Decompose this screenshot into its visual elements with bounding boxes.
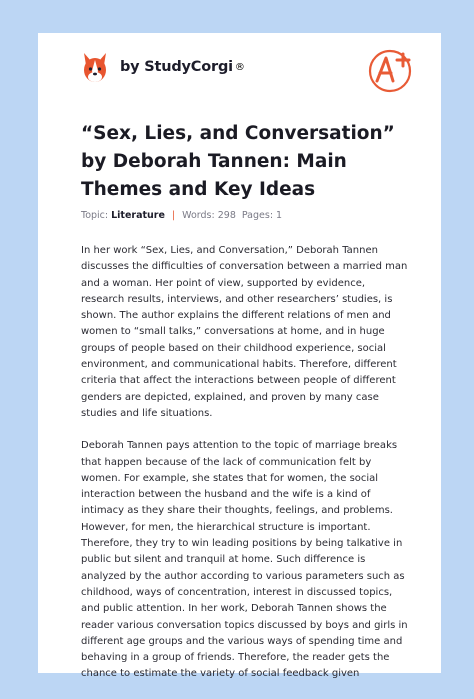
topic-link[interactable]: Literature (111, 210, 165, 221)
document-title: “Sex, Lies, and Conversation” by Deborah Tannen: Main Themes and Key Ideas (81, 123, 395, 200)
brand-name: by StudyCorgi (120, 59, 233, 75)
brand-logo[interactable] (82, 51, 245, 83)
paragraph: In her work “Sex, Lies, and Conversation,” Deborah Tannen discusses the difficulties of conversation between a married man and a woman. Her point of view, supported by evidence, research results, interviews, and other researchers’ studies, is shown. The author explains the different relations of men and women to “small talks,” conversations at home, and in huge groups of people based on their childhood experience, social environment, and communicational habits. Therefore, different criteria that affect the interactions between people of different genders are depicted, explained, and proven by many case studies and life situations. (81, 245, 408, 419)
a-plus-icon (365, 45, 415, 95)
corgi-icon (82, 51, 108, 83)
document-body (81, 243, 411, 699)
registered-mark: ® (234, 61, 245, 73)
paragraph: Deborah Tannen pays attention to the topic of marriage breaks that happen because of the lack of communication felt by women. For example, she states that for women, the social interaction between the husband and the wife is a kind of intimacy as they share their thoughts, feelings, and problems. However, for men, the hierarchical structure is important. Therefore, they try to win leading positions by being talkative in public but silent and tranquil at home. Such difference is analyzed by the author according to various parameters such as childhood, ways of concentration, interest in discussed topics, and public attention. In her work, Deborah Tannen shows the reader various conversation topics discussed by boys and girls in different age groups and the various ways of spending time and behaving in a group of friends. Therefore, the reader gets the chance to estimate the variety of social feedback given (81, 440, 408, 680)
topic-label: Topic: (81, 210, 109, 221)
meta-separator: | (171, 210, 176, 221)
page-count: Pages: 1 (241, 210, 283, 221)
document-meta (81, 210, 282, 221)
document-page (38, 33, 441, 680)
word-count: Words: 298 (182, 210, 236, 221)
